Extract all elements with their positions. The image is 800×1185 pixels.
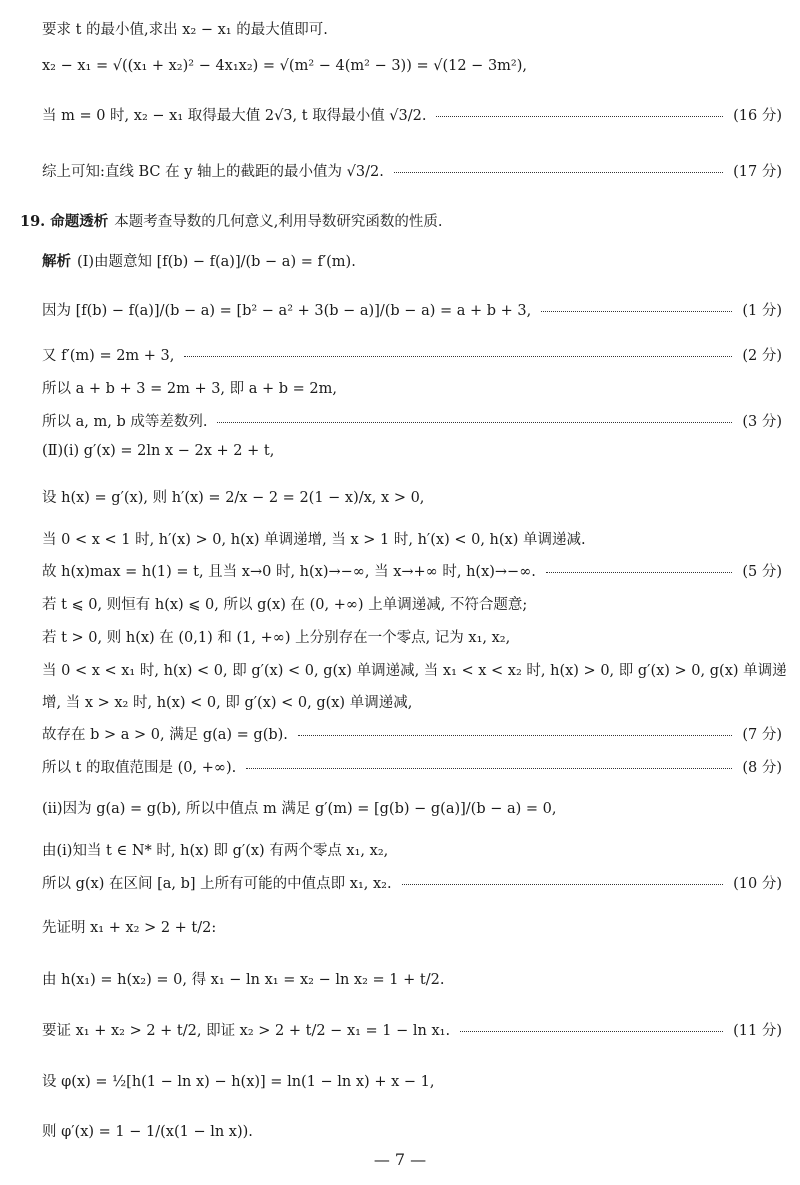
line-text: 增, 当 x > x₂ 时, h(x) < 0, 即 g′(x) < 0, g(x) 单调递减, bbox=[42, 695, 413, 711]
page-number: — 7 — bbox=[373, 1150, 427, 1169]
line-text: (Ⅱ)(ⅰ) g′(x) = 2ln x − 2x + 2 + t, bbox=[42, 443, 275, 459]
line-text: 由(ⅰ)知当 t ∈ N* 时, h(x) 即 g′(x) 有两个零点 x₁, x₂, bbox=[42, 843, 389, 859]
score-marker: (16 分) bbox=[733, 108, 782, 124]
text-line bbox=[42, 344, 782, 365]
line-text: 本题考查导数的几何意义,利用导数研究函数的性质. bbox=[114, 214, 443, 230]
section-label: 解析 bbox=[42, 253, 71, 270]
dot-leader bbox=[460, 1031, 723, 1032]
line-text: 所以 g(x) 在区间 [a, b] 上所有可能的中值点即 x₁, x₂. bbox=[42, 876, 392, 892]
text-line bbox=[42, 872, 782, 893]
section-label: 19. 命题透析 bbox=[20, 213, 109, 230]
line-text: 设 h(x) = g′(x), 则 h′(x) = 2/x − 2 = 2(1 − x)/x, x > 0, bbox=[42, 490, 425, 506]
text-line bbox=[42, 839, 782, 860]
score-marker: (5 分) bbox=[742, 564, 782, 580]
line-text: 由 h(x₁) = h(x₂) = 0, 得 x₁ − ln x₁ = x₂ − ln x₂ = 1 + t/2. bbox=[42, 972, 445, 988]
text-line bbox=[42, 528, 782, 549]
dot-leader bbox=[394, 172, 723, 173]
dot-leader bbox=[541, 311, 732, 312]
line-text: 设 φ(x) = ½[h(1 − ln x) − h(x)] = ln(1 − ln x) + x − 1, bbox=[42, 1074, 435, 1090]
text-line bbox=[42, 797, 782, 818]
text-line bbox=[42, 1120, 782, 1141]
text-line bbox=[42, 691, 782, 712]
text-line bbox=[42, 443, 782, 459]
line-text: 要证 x₁ + x₂ > 2 + t/2, 即证 x₂ > 2 + t/2 − x₁ = 1 − ln x₁. bbox=[42, 1023, 451, 1039]
line-text: 故 h(x)max = h(1) = t, 且当 x→0 时, h(x)→−∞, 当 x→+∞ 时, h(x)→−∞. bbox=[42, 564, 536, 580]
score-marker: (8 分) bbox=[742, 760, 782, 776]
line-text: 综上可知:直线 BC 在 y 轴上的截距的最小值为 √3/2. bbox=[42, 164, 384, 180]
line-text: x₂ − x₁ = √((x₁ + x₂)² − 4x₁x₂) = √(m² − 4(m² − 3)) = √(12 − 3m²), bbox=[42, 58, 527, 74]
dot-leader bbox=[184, 356, 732, 357]
dot-leader bbox=[436, 116, 723, 117]
text-line bbox=[42, 968, 782, 989]
score-marker: (10 分) bbox=[733, 876, 782, 892]
score-marker: (17 分) bbox=[733, 164, 782, 180]
text-line bbox=[42, 18, 782, 39]
line-text: 所以 a, m, b 成等差数列. bbox=[42, 414, 208, 430]
score-marker: (3 分) bbox=[742, 414, 782, 430]
line-text: 当 0 < x < 1 时, h′(x) > 0, h(x) 单调递增, 当 x > 1 时, h′(x) < 0, h(x) 单调递减. bbox=[42, 532, 586, 548]
line-text: 故存在 b > a > 0, 满足 g(a) = g(b). bbox=[42, 727, 288, 743]
line-text: 若 t > 0, 则 h(x) 在 (0,1) 和 (1, +∞) 上分别存在一个零点, 记为 x₁, x₂, bbox=[42, 630, 511, 646]
score-marker: (11 分) bbox=[733, 1023, 782, 1039]
dot-leader bbox=[546, 572, 732, 573]
text-line bbox=[42, 593, 782, 614]
text-line bbox=[42, 58, 782, 74]
line-text: (Ⅰ)由题意知 [f(b) − f(a)]/(b − a) = f′(m). bbox=[77, 254, 356, 270]
line-text: 要求 t 的最小值,求出 x₂ − x₁ 的最大值即可. bbox=[42, 22, 328, 38]
line-text: (ⅱ)因为 g(a) = g(b), 所以中值点 m 满足 g′(m) = [g(b) − g(a)]/(b − a) = 0, bbox=[42, 801, 557, 817]
line-text: 又 f′(m) = 2m + 3, bbox=[42, 348, 175, 364]
text-line bbox=[42, 299, 782, 320]
text-line bbox=[42, 250, 782, 271]
text-line bbox=[42, 659, 787, 680]
line-text: 因为 [f(b) − f(a)]/(b − a) = [b² − a² + 3(b − a)]/(b − a) = a + b + 3, bbox=[42, 303, 532, 319]
text-line bbox=[42, 916, 782, 937]
score-marker: (1 分) bbox=[742, 303, 782, 319]
score-marker: (7 分) bbox=[742, 727, 782, 743]
line-text: 当 0 < x < x₁ 时, h(x) < 0, 即 g′(x) < 0, g(x) 单调递减, 当 x₁ < x < x₂ 时, h(x) > 0, 即 g′(x) > 0, g(x) 单调递 bbox=[42, 663, 787, 679]
text-line bbox=[42, 160, 782, 181]
line-text: 当 m = 0 时, x₂ − x₁ 取得最大值 2√3, t 取得最小值 √3/2. bbox=[42, 108, 427, 124]
text-line bbox=[42, 104, 782, 125]
text-line bbox=[20, 210, 782, 231]
text-line bbox=[42, 377, 782, 398]
text-line bbox=[42, 723, 782, 744]
text-line bbox=[42, 626, 782, 647]
dot-leader bbox=[298, 735, 732, 736]
text-line bbox=[42, 1070, 782, 1091]
dot-leader bbox=[217, 422, 732, 423]
score-marker: (2 分) bbox=[742, 348, 782, 364]
line-text: 所以 t 的取值范围是 (0, +∞). bbox=[42, 760, 237, 776]
text-line bbox=[42, 486, 782, 507]
line-text: 则 φ′(x) = 1 − 1/(x(1 − ln x)). bbox=[42, 1124, 253, 1140]
line-text: 所以 a + b + 3 = 2m + 3, 即 a + b = 2m, bbox=[42, 381, 338, 397]
dot-leader bbox=[402, 884, 724, 885]
line-text: 若 t ⩽ 0, 则恒有 h(x) ⩽ 0, 所以 g(x) 在 (0, +∞) 上单调递减, 不符合题意; bbox=[42, 597, 528, 613]
text-line bbox=[42, 560, 782, 581]
text-line bbox=[42, 410, 782, 431]
dot-leader bbox=[246, 768, 732, 769]
text-line bbox=[42, 1019, 782, 1040]
text-line bbox=[42, 756, 782, 777]
line-text: 先证明 x₁ + x₂ > 2 + t/2: bbox=[42, 920, 217, 936]
